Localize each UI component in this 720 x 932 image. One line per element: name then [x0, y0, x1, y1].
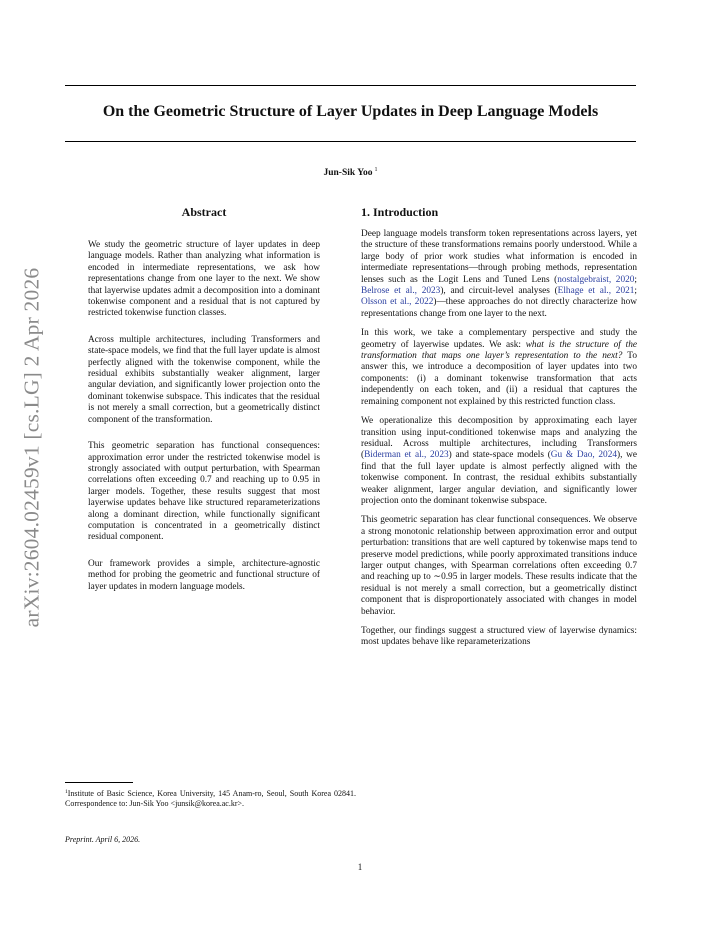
intro-paragraph-1: [361, 229, 637, 320]
intro-paragraph-4: This geometric separation has clear functional consequences. We observe a strong monotonic relationship between approximation error and output perturbation: transitions that are well captured by tokenwise maps tend to preserve model predictions, while poorly approximated transitions induce larger output changes, with Spearman correlations often exceeding 0.7 and reaching up to ∼0.95 in larger models. These results indicate that the residual is not merely a small correction, but a geometrically distinct component that is disproportionately associated with changes in model behavior.: [361, 515, 637, 617]
intro-p2-question: what is the structure of the transformation that maps one layer’s representation to the next?: [361, 339, 637, 362]
citation-elhage-2021[interactable]: Elhage et al., 2021: [557, 286, 635, 297]
arxiv-identifier: [12, 238, 52, 656]
title-top-rule: [65, 85, 636, 86]
page-number: 1: [357, 862, 363, 872]
citation-belrose-2023[interactable]: Belrose et al., 2023: [361, 286, 441, 297]
introduction-heading: 1. Introduction: [361, 205, 439, 219]
intro-p1-separator-1: ;: [634, 274, 637, 285]
abstract-paragraph-2: Across multiple architectures, including Transformers and state-space models, we find that the full layer update is almost perfectly aligned with the tokenwise component, while the residual exhibits substantially weaker alignment, larger angular deviation, and significantly lower projection onto the dominant tokenwise subspace. This indicates that the residual is not merely a small correction, but a geometrically distinct component of the transformation.: [88, 334, 320, 425]
abstract-paragraph-1: We study the geometric structure of layer updates in deep language models. Rather than analyzing what information is encoded in intermediate representations, we ask how representations change from one layer to the next. We show that layerwise updates admit a decomposition into a dominant tokenwise component and a residual that is not captured by restricted tokenwise function classes.: [88, 240, 320, 319]
title-bottom-rule: [65, 141, 636, 142]
citation-biderman-2023[interactable]: Biderman et al., 2023: [364, 450, 449, 461]
abstract-paragraph-3: This geometric separation has functional consequences: approximation error under the restricted tokenwise model is strongly associated with output perturbation, with Spearman correlations often exceeding 0.7 and reaching up to 0.95 in larger models. Together, these results suggest that most layerwise updates behave like structured reparameterizations along a dominant direction, while functionally significant computation is concentrated in a geometrically distinct residual component.: [88, 441, 320, 543]
footnote-rule: [65, 782, 133, 783]
author-name: Jun-Sik Yoo: [323, 168, 373, 178]
intro-p3-text-b: ) and state-space models (: [448, 450, 551, 461]
footnote-text: Institute of Basic Science, Korea University, 145 Anam-ro, Seoul, South Korea 02841. Correspondence to: Jun-Sik Yoo <junsik@korea.ac.kr>.: [65, 789, 356, 808]
intro-p1-text-a: Deep language models transform token representations across layers, yet the structure of these transformations remains poorly understood. While a large body of prior work studies what information is encoded in intermediate representations—through probing methods, representation lenses such as the Logit Lens and Tuned Lens (: [361, 229, 637, 285]
intro-p1-text-b: ), and circuit-level analyses (: [440, 286, 558, 297]
intro-p1-text-d: )—these approaches do not directly characterize how representations change from one layer to the next.: [361, 297, 637, 319]
author-affiliation-mark: 1: [374, 167, 378, 173]
citation-olsson-2022[interactable]: Olsson et al., 2022: [361, 297, 434, 308]
intro-paragraph-5: Together, our findings suggest a structured view of layerwise dynamics: most updates behave like reparameterizations: [361, 626, 637, 648]
intro-p1-separator-2: ;: [634, 286, 637, 297]
abstract-paragraph-4: Our framework provides a simple, architecture-agnostic method for probing the geometric and functional structure of layer updates in modern language models.: [88, 558, 320, 592]
intro-paragraph-2: [361, 328, 637, 408]
footnote-mark: 1: [65, 789, 68, 795]
intro-p2-text-a: In this work, we take a complementary perspective and study the geometry of layerwise updates. We ask:: [361, 328, 637, 350]
abstract-column: [88, 205, 320, 608]
citation-nostalgebraist-2020[interactable]: nostalgebraist, 2020: [557, 274, 635, 285]
intro-p2-text-b: To answer this, we introduce a decomposition of layer updates into two components: (i) a dominant tokenwise transformation that acts independently on each token, and (ii) a residual that captures the remaining component not explained by this restricted function class.: [361, 351, 637, 407]
intro-p3-text-c: ), we find that the full layer update is almost perfectly aligned with the tokenwise component. In contrast, the residual exhibits substantially weaker alignment, larger angular deviation, and significantly lower projection onto the dominant tokenwise subspace.: [361, 450, 637, 506]
author-line: [65, 167, 636, 178]
intro-paragraph-3: [361, 416, 637, 507]
paper-title: On the Geometric Structure of Layer Updates in Deep Language Models: [102, 103, 599, 120]
arxiv-identifier-text: arXiv:2604.02459v1 [cs.LG] 2 Apr 2026: [19, 267, 44, 627]
preprint-note: Preprint. April 6, 2026.: [65, 835, 141, 844]
affiliation-footnote: [65, 787, 356, 809]
abstract-heading: Abstract: [181, 205, 227, 219]
citation-gu-dao-2024[interactable]: Gu & Dao, 2024: [550, 450, 617, 461]
introduction-column: [361, 205, 637, 657]
intro-p3-text-a: We operationalize this decomposition by approximating each layer transition using input-conditioned tokenwise maps and analyzing the residual. Across multiple architectures, including Transformers (: [361, 416, 637, 461]
